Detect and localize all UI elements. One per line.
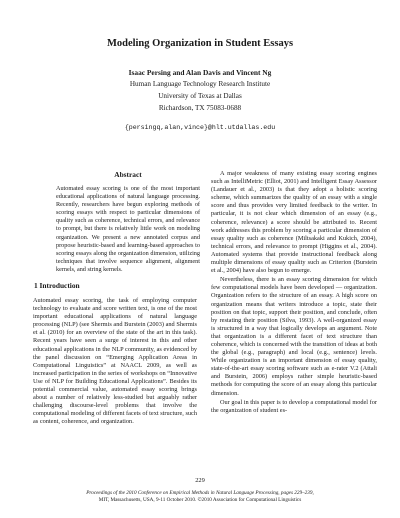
author-list: Isaac Persing and Alan Davis and Vincent Ng (128, 68, 272, 77)
abstract-text: Automated essay scoring is one of the most important educational applications of natural language processing. Recently, researchers have begun exploring methods of scoring essays with respect to particular dimensions of quality such as coherence, technical errors, and relevance to prompt, but there is relatively little work on modeling organization. We present a new annotated corpus and propose heuristic-based and learning-based approaches to scoring essays along the organization dimension, utilizing techniques that involve sequence alignment, alignment kernels, and string kernels. (56, 185, 200, 273)
affiliation-institute: Human Language Technology Research Institute (129, 80, 271, 88)
paper-title: Modeling Organization in Student Essays (106, 38, 294, 49)
intro-paragraph-3: Nevertheless, there is an essay scoring dimension for which few computational models have been developed — organization. Organization refers to the structure of an essay. A high score on organization means that writers introduce a topic, state their position on that topic, support their position, and conclude, often by restating their position (Silva, 1993). A well-organized essay is structured in a way that logically develops an argument. Note that organization is a different facet of text structure than coherence, which is concerned with the transition of ideas at both the global (e.g., paragraph) and local (e.g., sentence) levels. While organization is an important dimension of essay quality, state-of-the-art essay scoring software such as e-rater V.2 (Attali and Burstein, 2006) employs rather simple heuristic-based methods for computing the score of an essay along this particular dimension. (211, 276, 377, 397)
left-column (33, 297, 197, 427)
footer-venue: MIT, Massachusetts, USA, 9-11 October 2010. ©2010 Association for Computational Linguistics (98, 496, 302, 503)
intro-paragraph-1: Automated essay scoring, the task of employing computer technology to evaluate and score written text, is one of the most important educational applications of natural language processing (NLP) (see Shermis and Burstein (2003) and Shermis et al. (2010) for an overview of the state of the art in this task). Recent years have seen a surge of interest in this and other educational applications in the NLP community, as evidenced by the panel discussion on “Emerging Application Areas in Computational Linguistics” at NAACL 2009, as well as increased participation in the series of workshops on “Innovative Use of NLP for Building Educational Applications”. Besides its potential commercial value, automated essay scoring brings about a number of relatively less-studied but arguably rather challenging discourse-level problems that involve the computational modeling of different facets of text structure, such as content, coherence, and organization. (33, 297, 197, 426)
affiliation-university: University of Texas at Dallas (158, 92, 242, 100)
footer-proceedings: Proceedings of the 2010 Conference on Empirical Methods in Natural Language Processing, pages 229–239, (86, 490, 314, 496)
author-emails: {persingq,alan,vince}@hlt.utdallas.edu (124, 124, 276, 131)
page-number: 229 (195, 477, 205, 484)
right-column (211, 170, 377, 415)
intro-paragraph-4: Our goal in this paper is to develop a computational model for the organization of student es- (211, 398, 377, 414)
abstract-heading: Abstract (114, 170, 142, 179)
intro-paragraph-2: A major weakness of many existing essay scoring engines such as IntelliMetric (Elliot, 2001) and Intelligent Essay Assessor (Landauer et al., 2003) is that they adopt a holistic scoring scheme, which summarizes the quality of an essay with a single score and thus provides very limited feedback to the writer. In particular, it is not clear which dimension of an essay (e.g., coherence, relevance) a score should be attributed to. Recent work addresses this problem by scoring a particular dimension of essay quality such as coherence (Miltsakaki and Kukich, 2004), technical errors, and relevance to prompt (Higgins et al., 2004). Automated systems that provide instructional feedback along multiple dimensions of essay quality such as Criterion (Burstein et al., 2004) have also begun to emerge. (211, 170, 377, 275)
affiliation-address: Richardson, TX 75083-0688 (158, 104, 242, 112)
introduction-heading: 1 Introduction (34, 281, 80, 290)
proceedings-footer (0, 490, 400, 503)
